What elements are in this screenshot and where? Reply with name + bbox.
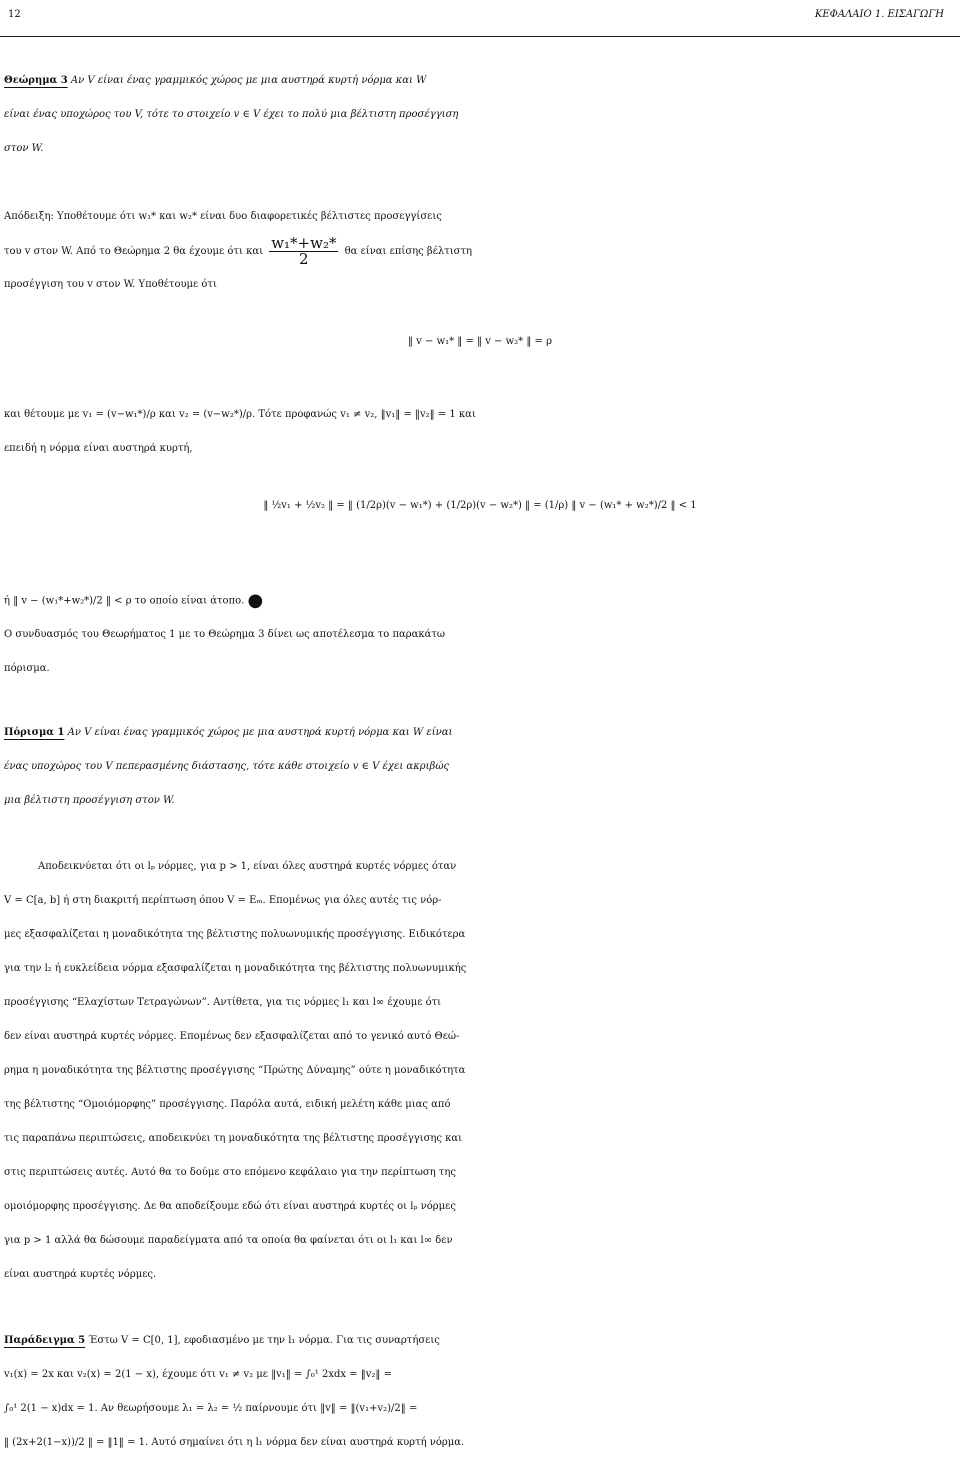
paragraph-line-13: είναι αυστηρά κυρτές νόρμες. <box>4 1269 157 1280</box>
theorem-3-line-3: στον W. <box>4 143 44 154</box>
theorem-3-label: Θεώρημα 3 <box>4 75 68 86</box>
paragraph-line-7: ρημα η μοναδικότητα της βέλτιστης προσέγγισης “Πρώτης Δύναμης” ούτε η μοναδικότητα <box>4 1065 466 1076</box>
proof-line-6-text: ή ‖ v − (w₁*+w₂*)/2 ‖ < ρ το οποίο είναι άτοπο. <box>4 595 245 607</box>
example-5-line-2: v₁(x) = 2x και v₂(x) = 2(1 − x), έχουμε ότι v₁ ≠ v₂ με ‖v₁‖ = ∫₀¹ 2xdx = ‖v₂‖ = <box>4 1369 392 1380</box>
example-5-text-1: Έστω V = C[0, 1], εφοδιασμένο με την l₁ νόρμα. Για τις συναρτήσεις <box>88 1335 440 1346</box>
header-rule <box>0 36 960 37</box>
paragraph-line-10: στις περιπτώσεις αυτές. Αυτό θα το δούμε στο επόμενο κεφάλαιο για την περίπτωση της <box>4 1167 457 1178</box>
proof-line-4: και θέτουμε με v₁ = (v−w₁*)/ρ και v₂ = (v−w₂*)/ρ. Τότε προφανώς v₁ ≠ v₂, ‖v₁‖ = ‖v₂‖ = 1 και <box>4 409 476 420</box>
midpoint-denominator: 2 <box>299 250 309 268</box>
chapter-title: ΚΕΦΑΛΑΙΟ 1. ΕΙΣΑΓΩΓΗ <box>814 9 944 20</box>
equation-midpoint-norm: ‖ ½v₁ + ½v₂ ‖ = ‖ (1/2ρ)(v − w₁*) + (1/2ρ)(v − w₂*) ‖ = (1/ρ) ‖ v − (w₁* + w₂*)/2 ‖ < 1 <box>263 500 697 511</box>
proof-line-2a: του v στον W. Από το Θεώρημα 2 θα έχουμε ότι και <box>4 246 263 257</box>
example-5-line-3: ∫₀¹ 2(1 − x)dx = 1. Αν θεωρήσουμε λ₁ = λ₂ = ½ παίρνουμε ότι ‖v‖ = ‖(v₁+v₂)/2‖ = <box>4 1403 418 1414</box>
proof-line-7: Ο συνδυασμός του Θεωρήματος 1 με το Θεώρημα 3 δίνει ως αποτέλεσμα το παρακάτω <box>4 629 446 640</box>
corollary-1-line-1 <box>4 718 952 748</box>
paragraph-line-3: μες εξασφαλίζεται η μοναδικότητα της βέλτιστης πολυωνυμικής προσέγγισης. Ειδικότερα <box>4 929 466 940</box>
example-5-line-4: ‖ (2x+2(1−x))/2 ‖ = ‖1‖ = 1. Αυτό σημαίνει ότι η l₁ νόρμα δεν είναι αυστηρά κυρτή νόρμα. <box>4 1437 465 1448</box>
midpoint-fraction <box>269 236 338 267</box>
equation-norms-equal-rho: ‖ v − w₁* ‖ = ‖ v − w₂* ‖ = ρ <box>408 336 552 347</box>
midpoint-numerator: w₁*+w₂* <box>271 234 337 252</box>
paragraph-line-2: V = C[a, b] ή στη διακριτή περίπτωση όπου V = Eₘ. Επομένως για όλες αυτές τις νόρ- <box>4 895 442 906</box>
proof-line-6 <box>4 586 952 617</box>
paragraph-line-8: της βέλτιστης “Ομοιόμορφης” προσέγγισης. Παρόλα αυτά, ειδική μελέτη κάθε μιας από <box>4 1099 451 1110</box>
paragraph-line-9: τις παραπάνω περιπτώσεις, αποδεικνύει τη μοναδικότητα της βέλτιστης προσέγγισης και <box>4 1133 463 1144</box>
proof-line-3: προσέγγιση του v στον W. Υποθέτουμε ότι <box>4 279 217 290</box>
proof-line-1: Απόδειξη: Υποθέτουμε ότι w₁* και w₂* είναι δυο διαφορετικές βέλτιστες προσεγγίσεις <box>4 211 442 222</box>
corollary-1-line-3: μια βέλτιστη προσέγγιση στον W. <box>4 795 175 806</box>
paragraph-line-12: για p > 1 αλλά θα δώσουμε παραδείγματα από τα οποία θα φαίνεται ότι οι l₁ και l∞ δεν <box>4 1235 453 1246</box>
theorem-3-line-2: είναι ένας υποχώρος του V, τότε το στοιχείο v ∈ V έχει το πολύ μια βέλτιστη προσέγγιση <box>4 109 459 120</box>
paragraph-line-5: προσέγγισης “Ελαχίστων Τετραγώνων”. Αντίθετα, για τις νόρμες l₁ και l∞ έχουμε ότι <box>4 997 442 1008</box>
theorem-3-line-1 <box>4 66 952 96</box>
paragraph-line-4: για την l₂ ή ευκλείδεια νόρμα εξασφαλίζεται η μοναδικότητα της βέλτιστης πολυωνυμικής <box>4 963 467 974</box>
qed-bullet-icon: ● <box>247 590 264 611</box>
proof-line-5: επειδή η νόρμα είναι αυστηρά κυρτή, <box>4 443 193 454</box>
paragraph-line-11: ομοιόμορφης προσέγγισης. Δε θα αποδείξουμε εδώ ότι είναι αυστηρά κυρτές οι lₚ νόρμες <box>4 1201 456 1212</box>
corollary-1-line-2: ένας υποχώρος του V πεπερασμένης διάστασης, τότε κάθε στοιχείο v ∈ V έχει ακριβώς <box>4 761 450 772</box>
example-5-label: Παράδειγμα 5 <box>4 1335 86 1346</box>
corollary-1-label: Πόρισμα 1 <box>4 727 65 738</box>
page-number: 12 <box>8 9 21 20</box>
proof-line-2 <box>4 236 952 267</box>
proof-line-8: πόρισμα. <box>4 663 50 674</box>
example-5-line-1 <box>4 1326 952 1356</box>
proof-line-2b: θα είναι επίσης βέλτιστη <box>344 246 473 257</box>
corollary-1-text-1: Αν V είναι ένας γραμμικός χώρος με μια αυστηρά κυρτή νόρμα και W είναι <box>67 727 453 738</box>
paragraph-line-6: δεν είναι αυστηρά κυρτές νόρμες. Επομένως δεν εξασφαλίζεται από το γενικό αυτό Θεώ- <box>4 1031 460 1042</box>
theorem-3-text-1: Αν V είναι ένας γραμμικός χώρος με μια αυστηρά κυρτή νόρμα και W <box>70 75 427 86</box>
paragraph-line-1: Αποδεικνύεται ότι οι lₚ νόρμες, για p > 1, είναι όλες αυστηρά κυρτές νόρμες όταν <box>38 861 457 872</box>
